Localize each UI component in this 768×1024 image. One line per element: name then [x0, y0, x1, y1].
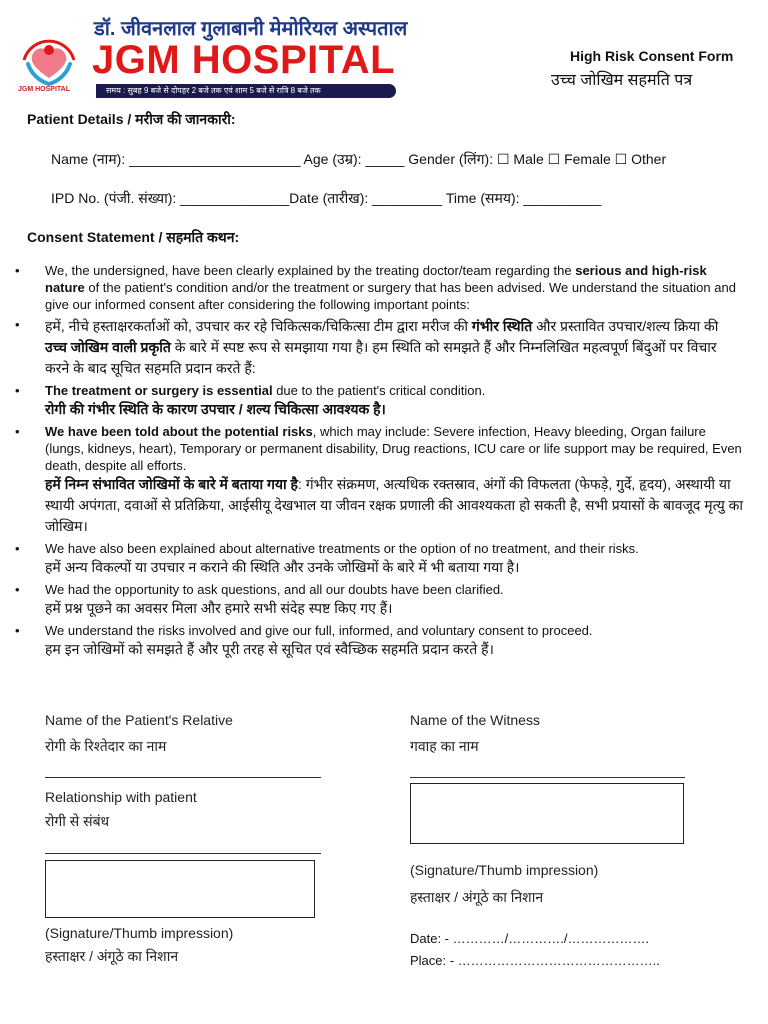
consent-point-hi: हमें निम्न संभावित जोखिमों के बारे में बताया गया है: गंभीर संक्रमण, अत्यधिक रक्तस्राव, अंगों की विफलता (फेफड़े, गुर्दे, हृदय), अस्थायी या स्थायी अपंगता, दवाओं से प्रतिक्रिया, आईसीयू देखभाल या जीवन रक्षक प्रणाली की आवश्यकता हो सकती है, सभी प्रयासों के बावजूद मृत्यु का जोखिम। — [45, 476, 744, 534]
relationship-label-hindi: रोगी से संबंध — [45, 813, 110, 829]
consent-point: • हमें, नीचे हस्ताक्षरकर्ताओं को, उपचार कर रहे चिकित्सक/चिकित्सा टीम द्वारा मरीज की गंभीर स्थिति और प्रस्तावित उपचार/शल्य क्रिया की उच्च जोखिम वाली प्रकृति के बारे में स्पष्ट रूप से समझाया गया है। हम स्थिति को समझते हैं और निम्नलिखित महत्वपूर्ण बिंदुओं पर विचार करने के बाद सूचित सहमति प्रदान करते हैं: — [12, 316, 744, 379]
consent-point-hi: हमें, नीचे हस्ताक्षरकर्ताओं को, उपचार कर रहे चिकित्सक/चिकित्सा टीम द्वारा मरीज की गंभीर स्थिति और प्रस्तावित उपचार/शल्य क्रिया की उच्च जोखिम वाली प्रकृति के बारे में स्पष्ट रूप से समझाया गया है। हम स्थिति को समझते हैं और निम्नलिखित महत्वपूर्ण बिंदुओं पर विचार करने के बाद सूचित सहमति प्रदान करते हैं: — [45, 318, 719, 376]
consent-point-en: We have also been explained about alternative treatments or the option of no treatment, and their risks. — [45, 541, 639, 556]
consent-point-en: We have been told about the potential risks, which may include: Severe infection, Heavy bleeding, Organ failure (lungs, kidneys, heart), Temporary or permanent disability, Drug reactions, ICU care or life support may be required, Even death, despite all efforts. — [45, 424, 742, 473]
relative-signature-label: (Signature/Thumb impression) — [45, 925, 234, 941]
consent-point-hi: हम इन जोखिमों को समझते हैं और पूरी तरह से सूचित एवं स्वैच्छिक सहमति प्रदान करते हैं। — [45, 641, 494, 657]
witness-signature-label-hindi: हस्ताक्षर / अंगूठे का निशान — [410, 889, 544, 905]
witness-name-label: Name of the Witness — [410, 712, 540, 728]
relative-name-label-hindi: रोगी के रिश्तेदार का नाम — [45, 738, 167, 754]
consent-point: • We have been told about the potential risks, which may include: Severe infection, Heavy bleeding, Organ failure (lungs, kidneys, heart), Temporary or permanent disability, Drug reactions, ICU care or life support may be required, Even death, despite all efforts. हमें निम्न संभावित जोखिमों के बारे में बताया गया है: गंभीर संक्रमण, अत्यधिक रक्तस्राव, अंगों की विफलता (फेफड़े, गुर्दे, हृदय), अस्थायी या स्थायी अपंगता, दवाओं से प्रतिक्रिया, आईसीयू देखभाल या जीवन रक्षक प्रणाली की आवश्यकता हो सकती है, सभी प्रयासों के बावजूद मृत्यु का जोखिम। — [12, 423, 744, 537]
form-title: High Risk Consent Form — [570, 48, 734, 64]
hospital-name-hindi: डॉ. जीवनलाल गुलाबानी मेमोरियल अस्पताल — [94, 18, 408, 40]
relative-signature-box[interactable] — [45, 860, 315, 918]
relationship-line[interactable] — [45, 853, 321, 854]
consent-point: • We, the undersigned, have been clearly explained by the treating doctor/team regarding the serious and high-risk nature of the patient's condition and/or the treatment or surgery that has been advised. We understand the situation and give our informed consent after considering the following important points: — [12, 262, 744, 313]
consent-point: • We have also been explained about alternative treatments or the option of no treatment, and their risks. हमें अन्य विकल्पों या उपचार न कराने की स्थिति और उनके जोखिमों के बारे में भी बताया गया है। — [12, 540, 744, 578]
witness-place-line[interactable]: Place: - ……………………………………….. — [410, 953, 660, 968]
logo-caption: JGM HOSPITAL — [18, 86, 70, 93]
witness-signature-box[interactable] — [410, 783, 684, 844]
relative-signature-label-hindi: हस्ताक्षर / अंगूठे का निशान — [45, 948, 179, 964]
consent-point-en: We had the opportunity to ask questions, and all our doubts have been clarified. — [45, 582, 504, 597]
patient-details-heading: Patient Details / मरीज की जानकारी: — [27, 111, 236, 127]
form-title-hindi: उच्च जोखिम सहमति पत्र — [551, 72, 693, 89]
relationship-label: Relationship with patient — [45, 789, 197, 805]
consent-point-hi: हमें अन्य विकल्पों या उपचार न कराने की स्थिति और उनके जोखिमों के बारे में भी बताया गया है। — [45, 559, 520, 575]
consent-point-en: We understand the risks involved and give our full, informed, and voluntary consent to proceed. — [45, 623, 593, 638]
witness-date-line[interactable]: Date: - …………/…………./………………. — [410, 931, 650, 946]
relative-name-line[interactable] — [45, 777, 321, 778]
consent-point: • We understand the risks involved and give our full, informed, and voluntary consent to proceed. हम इन जोखिमों को समझते हैं और पूरी तरह से सूचित एवं स्वैच्छिक सहमति प्रदान करते हैं। — [12, 622, 744, 660]
consent-point-en: We, the undersigned, have been clearly explained by the treating doctor/team regarding the serious and high-risk nature of the patient's condition and/or the treatment or surgery that has been advised. We understand the situation and give our informed consent after considering the following important points: — [45, 263, 736, 312]
ipd-date-time-line: IPD No. (पंजी. संख्या): ______________Date (तारीख): _________ Time (समय): __________ — [51, 190, 602, 206]
witness-name-line[interactable] — [410, 777, 685, 778]
hospital-name: JGM HOSPITAL — [92, 38, 396, 82]
consent-point-en: The treatment or surgery is essential due to the patient's critical condition. — [45, 383, 486, 398]
consent-heading: Consent Statement / सहमति कथन: — [27, 229, 240, 245]
patient-name-age-gender-line: Name (नाम): ______________________ Age (उम्र): _____ Gender (लिंग): ☐ Male ☐ Female ☐ Other — [51, 151, 667, 167]
hospital-timing-banner: समय : सुबह 9 बजे से दोपहर 2 बजे तक एवं शाम 5 बजे से रात्रि 8 बजे तक — [96, 84, 396, 98]
consent-point-hi: रोगी की गंभीर स्थिति के कारण उपचार / शल्य चिकित्सा आवश्यक है। — [45, 401, 386, 417]
witness-name-label-hindi: गवाह का नाम — [410, 738, 479, 754]
witness-signature-label: (Signature/Thumb impression) — [410, 862, 599, 878]
relative-name-label: Name of the Patient's Relative — [45, 712, 233, 728]
consent-points-list — [12, 262, 744, 663]
consent-point: • We had the opportunity to ask questions, and all our doubts have been clarified. हमें प्रश्न पूछने का अवसर मिला और हमारे सभी संदेह स्पष्ट किए गए हैं। — [12, 581, 744, 619]
consent-point: • The treatment or surgery is essential due to the patient's critical condition. रोगी की गंभीर स्थिति के कारण उपचार / शल्य चिकित्सा आवश्यक है। — [12, 382, 744, 420]
consent-point-hi: हमें प्रश्न पूछने का अवसर मिला और हमारे सभी संदेह स्पष्ट किए गए हैं। — [45, 600, 393, 616]
